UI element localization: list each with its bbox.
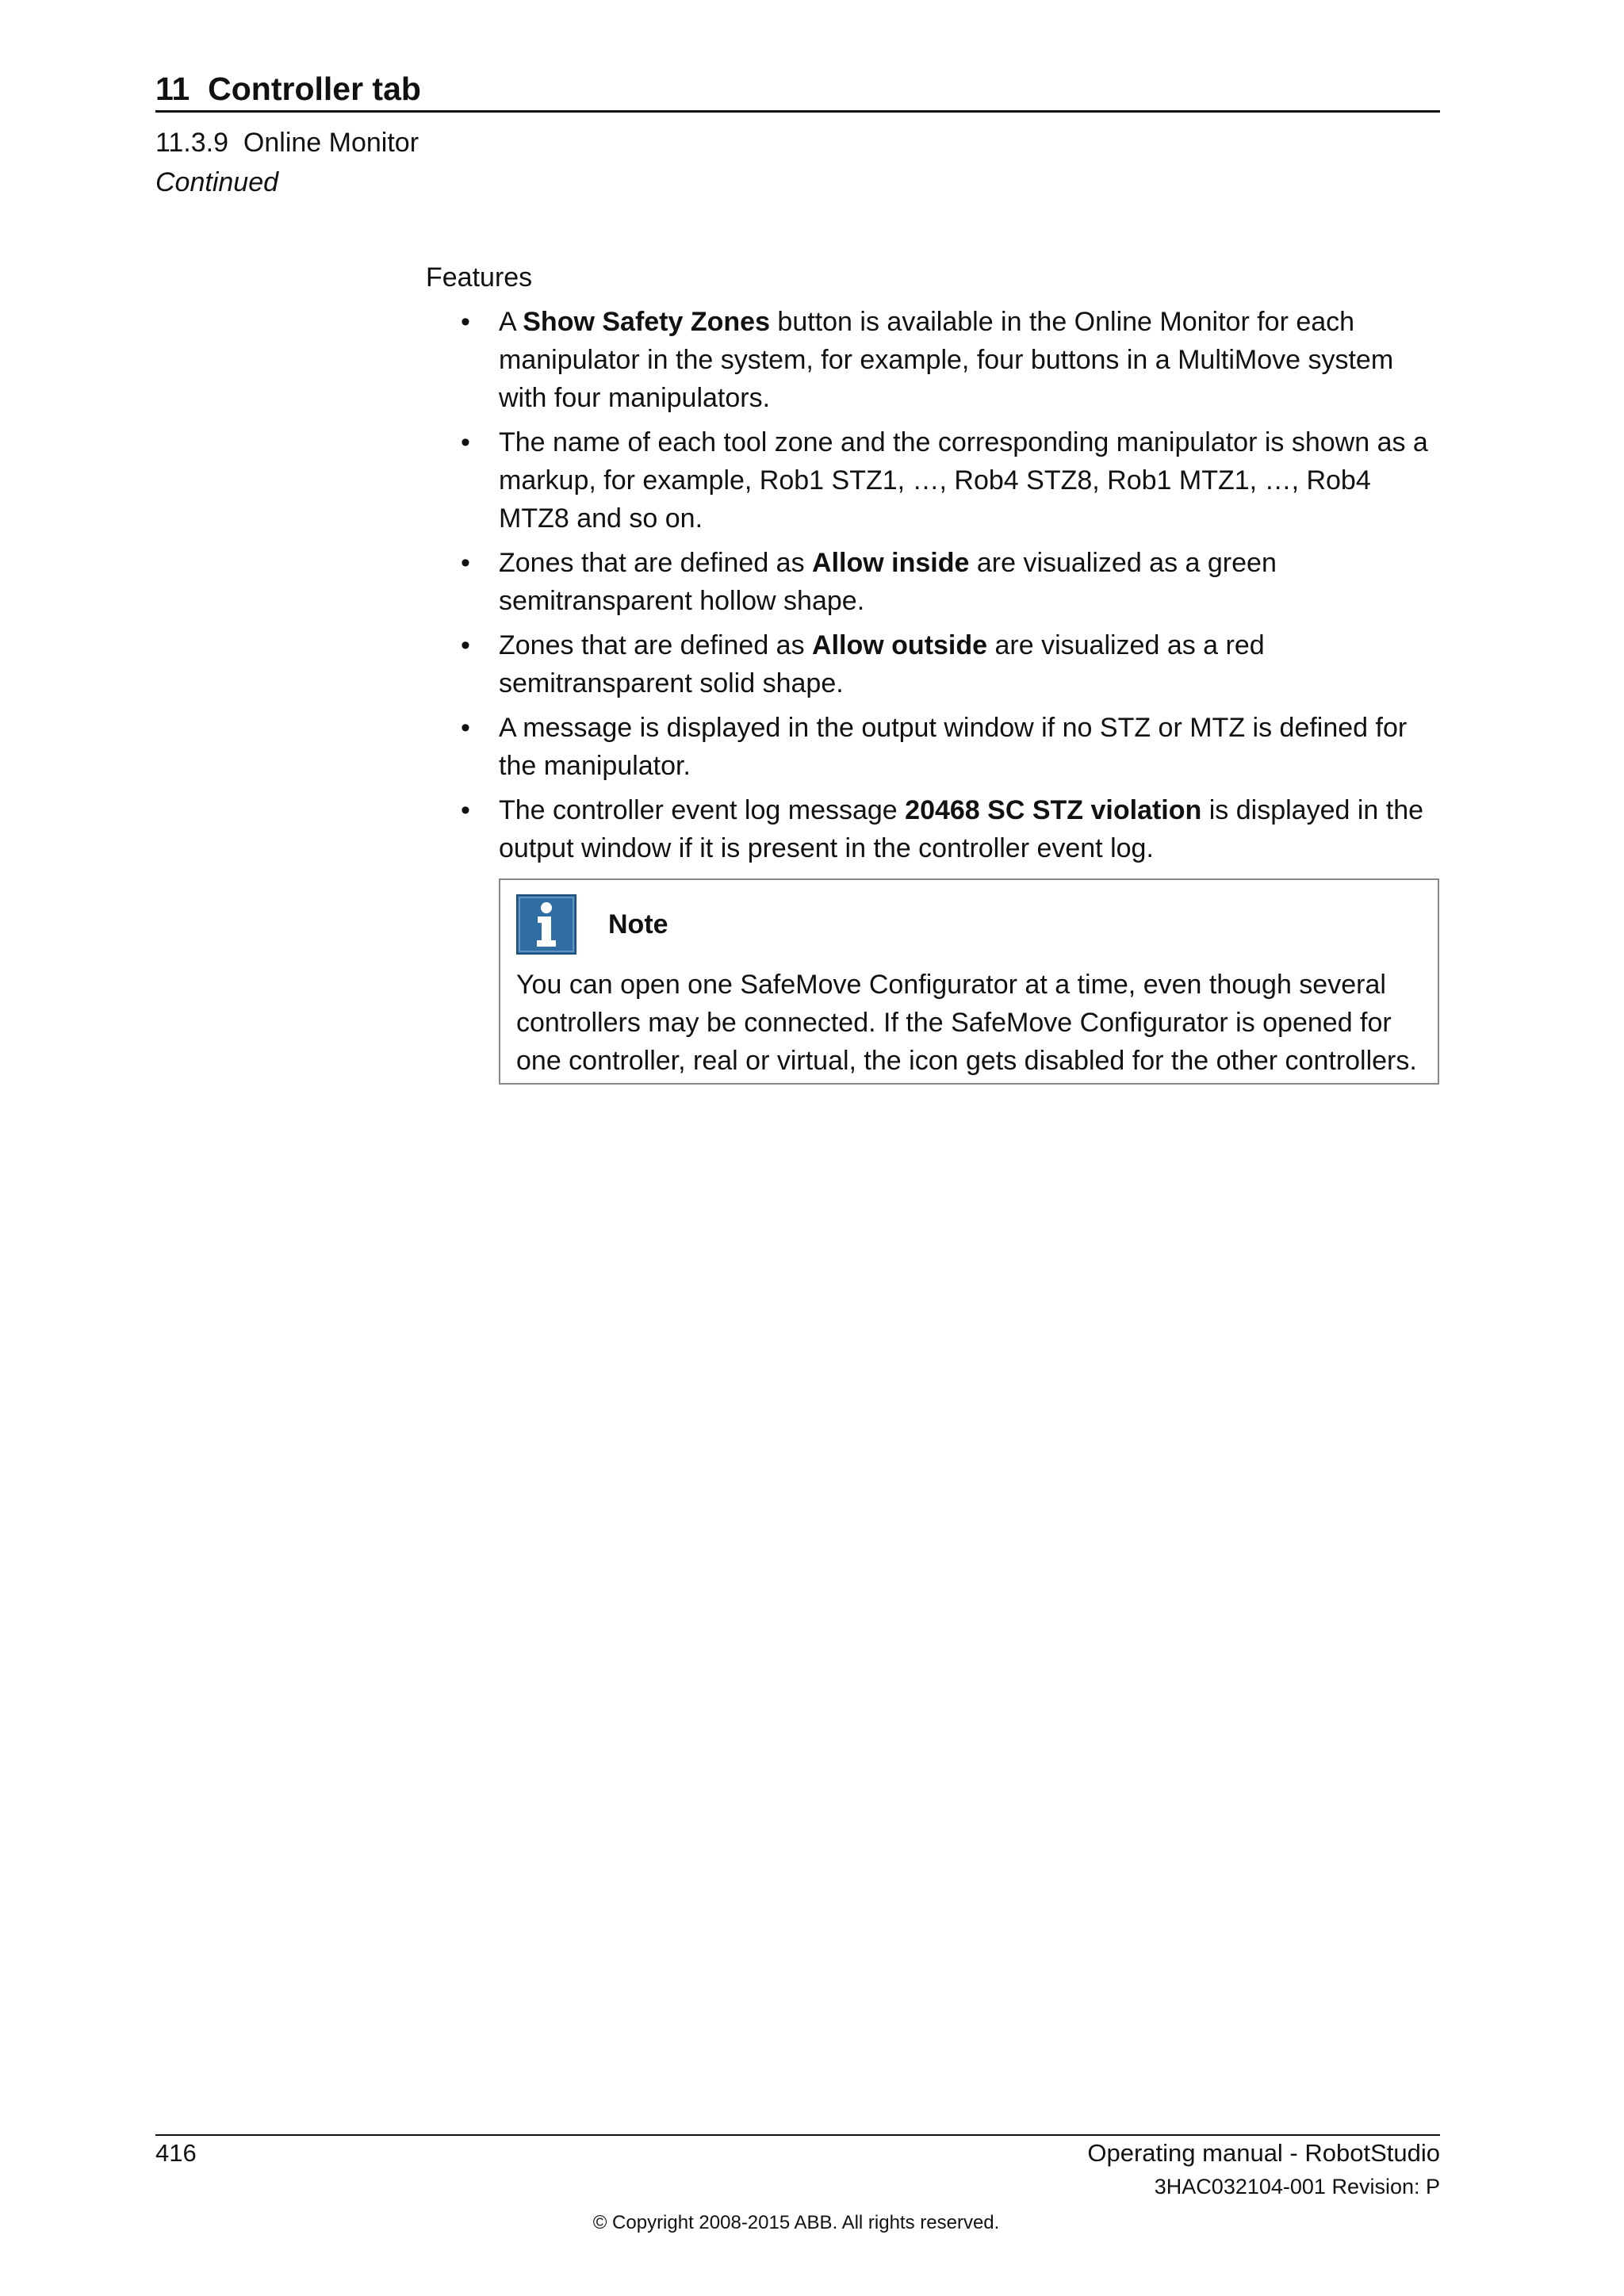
item-text-pre: Zones that are defined as (499, 630, 813, 660)
note-title: Note (608, 909, 668, 939)
header-rule (155, 110, 1440, 113)
note-text: You can open one SafeMove Configurator at a time, even though several controllers may be connected. If the SafeMove Configurator is opened for one controller, real or virtual, the icon gets disabled for the other controllers. (516, 970, 1417, 1076)
section-heading (155, 124, 419, 162)
bullet: • (461, 795, 470, 825)
item-text-pre: A message is displayed in the output window if no STZ or MTZ is defined for the manipulator. (499, 713, 1408, 781)
item-text-bold: Allow outside (812, 630, 988, 660)
item-text-bold: Show Safety Zones (523, 307, 770, 337)
chapter-title: Controller tab (208, 71, 421, 107)
note-box (499, 878, 1439, 1085)
bullet: • (461, 307, 470, 337)
main-content (426, 258, 1443, 1085)
list-item (426, 544, 1443, 620)
continued-label: Continued (155, 167, 279, 197)
list-item (426, 303, 1443, 417)
list-item (426, 709, 1443, 785)
item-text-post: is displayed in the output window if it is present in the controller event log. (499, 795, 1424, 863)
item-text-bold: Allow inside (812, 548, 970, 578)
bullet: • (461, 713, 470, 743)
bullet: • (461, 427, 470, 457)
item-text-post: button is available in the Online Monitor for each manipulator in the system, for example, four buttons in a MultiMove system with four manipulators. (499, 307, 1394, 413)
item-text-bold: 20468 SC STZ violation (905, 795, 1202, 825)
list-item (426, 626, 1443, 702)
note-header (516, 893, 1423, 956)
features-list (426, 303, 1443, 867)
bullet: • (461, 630, 470, 660)
list-item (426, 791, 1443, 867)
section-number: 11.3.9 (155, 128, 229, 158)
item-text-pre: The name of each tool zone and the corresponding manipulator is shown as a markup, for example, Rob1 STZ1, …, Rob4 STZ8, Rob1 MTZ1, …, Rob4 MTZ8 and so on. (499, 427, 1428, 534)
chapter-heading (155, 65, 421, 113)
bullet: • (461, 548, 470, 578)
item-text-pre: A (499, 307, 523, 337)
copyright: © Copyright 2008-2015 ABB. All rights reserved. (592, 2212, 1000, 2233)
section-title: Online Monitor (243, 128, 419, 158)
chapter-number: 11 (155, 71, 190, 107)
info-icon (516, 894, 576, 955)
item-text-post: are visualized as a green semitransparent hollow shape. (499, 548, 1277, 616)
page-number: 416 (155, 2139, 197, 2167)
list-item (426, 423, 1443, 538)
document-id: 3HAC032104-001 Revision: P (1154, 2175, 1440, 2198)
manual-title: Operating manual - RobotStudio (1087, 2139, 1440, 2167)
item-text-pre: The controller event log message (499, 795, 906, 825)
features-heading: Features (426, 262, 533, 293)
item-text-pre: Zones that are defined as (499, 548, 813, 578)
item-text-post: are visualized as a red semitransparent solid shape. (499, 630, 1265, 698)
